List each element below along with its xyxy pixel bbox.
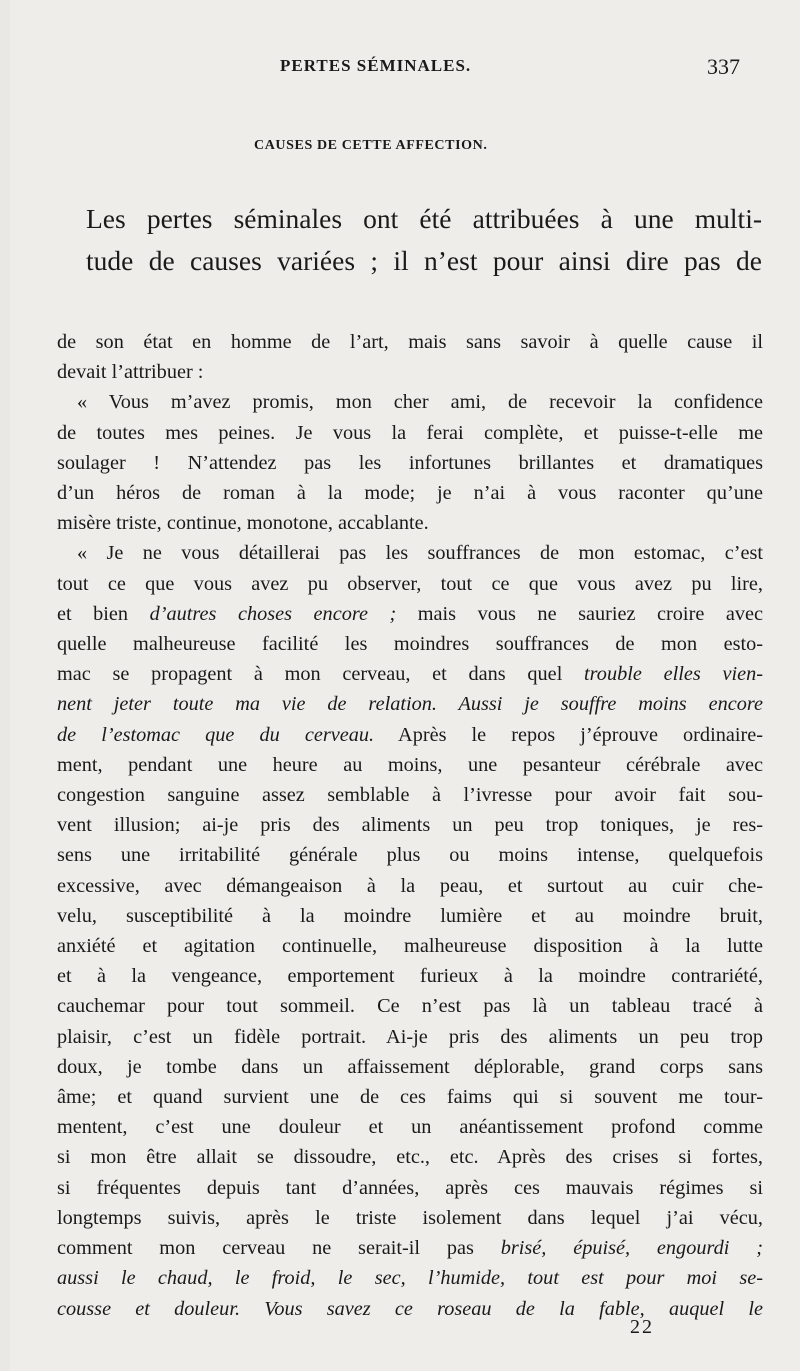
italic-span: aussi le chaud, le froid, le sec, l’humide, tout est pour moi se- <box>57 1267 763 1290</box>
text-line: devait l’attribuer : <box>57 361 204 384</box>
text-line: de son état en homme de l’art, mais sans savoir à quelle cause il <box>57 331 763 353</box>
italic-span: cousse et douleur. Vous savez ce roseau de la fable, auquel le <box>57 1297 763 1320</box>
text-line: plaisir, c’est un fidèle portrait. Ai-je pris des aliments un peu trop <box>57 1025 763 1048</box>
text-line: âme; et quand survient une de ces faims qui si souvent me tour- <box>57 1086 763 1109</box>
italic-span: nent jeter toute ma vie de relation. Aussi je souffre moins encore <box>57 693 763 716</box>
text-line: anxiété et agitation continuelle, malheureuse disposition à la lutte <box>57 935 763 958</box>
text-line: excessive, avec démangeaison à la peau, et surtout au cuir che- <box>57 874 763 897</box>
intro-line: Les pertes séminales ont été attribuées à une multi- <box>86 203 762 234</box>
signature-mark: 22 <box>630 1316 654 1338</box>
text-line: vent illusion; ai-je pris des aliments un peu trop toniques, je res- <box>57 814 763 837</box>
page-header <box>10 56 800 86</box>
text-line: « Vous m’avez promis, mon cher ami, de recevoir la confidence <box>77 391 763 414</box>
text-line: soulager ! N’attendez pas les infortunes brillantes et dramatiques <box>57 451 763 474</box>
text-line <box>57 1233 763 1263</box>
running-title: PERTES SÉMINALES. <box>280 56 472 75</box>
text-line: tout ce que vous avez pu observer, tout ce que vous avez pu lire, <box>57 572 763 595</box>
text-line <box>57 720 763 750</box>
text-span: Après le repos j’éprouve ordinaire- <box>374 723 763 746</box>
text-line <box>57 599 763 629</box>
text-line: si fréquentes depuis tant d’années, après ces mauvais régimes si <box>57 1176 763 1199</box>
text-line <box>57 1294 763 1324</box>
italic-span: d’autres choses encore ; <box>149 602 397 625</box>
text-line: d’un héros de roman à la mode; je n’ai à vous raconter qu’une <box>57 482 763 505</box>
text-line <box>57 1263 763 1293</box>
italic-span: de l’estomac que du cerveau. <box>57 723 375 746</box>
text-span: mac se propagent à mon cerveau, et dans quel <box>57 663 585 686</box>
italic-span: brisé, épuisé, engourdi ; <box>500 1237 763 1260</box>
text-line: « Je ne vous détaillerai pas les souffrances de mon estomac, c’est <box>77 542 763 565</box>
text-line: mentent, c’est une douleur et un anéantissement profond comme <box>57 1116 763 1139</box>
text-line: longtemps suivis, après le triste isolement dans lequel j’ai vécu, <box>57 1206 763 1229</box>
text-line: velu, susceptibilité à la moindre lumière et au moindre bruit, <box>57 904 763 927</box>
text-line: ment, pendant une heure au moins, une pesanteur cérébrale avec <box>57 753 763 776</box>
text-line: cauchemar pour tout sommeil. Ce n’est pas là un tableau tracé à <box>57 995 763 1018</box>
page-number: 337 <box>707 54 740 79</box>
intro-line: tude de causes variées ; il n’est pour ainsi dire pas de <box>86 245 762 276</box>
intro-paragraph <box>86 198 762 282</box>
text-line <box>57 689 763 719</box>
text-line: congestion sanguine assez semblable à l’ivresse pour avoir fait sou- <box>57 784 763 807</box>
text-span: mais vous ne sauriez croire avec <box>396 602 763 625</box>
section-heading: CAUSES DE CETTE AFFECTION. <box>254 138 488 153</box>
text-line: si mon être allait se dissoudre, etc., etc. Après des crises si fortes, <box>57 1146 763 1169</box>
text-span: comment mon cerveau ne serait-il pas <box>57 1237 501 1260</box>
book-page <box>10 0 800 1371</box>
text-line: sens une irritabilité générale plus ou moins intense, quelquefois <box>57 844 763 867</box>
text-span: et bien <box>57 602 150 625</box>
body-text <box>57 327 763 1324</box>
text-line: quelle malheureuse facilité les moindres souffrances de mon esto- <box>57 633 763 656</box>
text-line: doux, je tombe dans un affaissement déplorable, grand corps sans <box>57 1055 763 1078</box>
italic-span: trouble elles vien- <box>584 663 763 686</box>
text-line <box>57 659 763 689</box>
text-line: de toutes mes peines. Je vous la ferai complète, et puisse-t-elle me <box>57 421 763 444</box>
text-line: et à la vengeance, emportement furieux à la moindre contrariété, <box>57 965 763 988</box>
text-line: misère triste, continue, monotone, accablante. <box>57 512 429 535</box>
